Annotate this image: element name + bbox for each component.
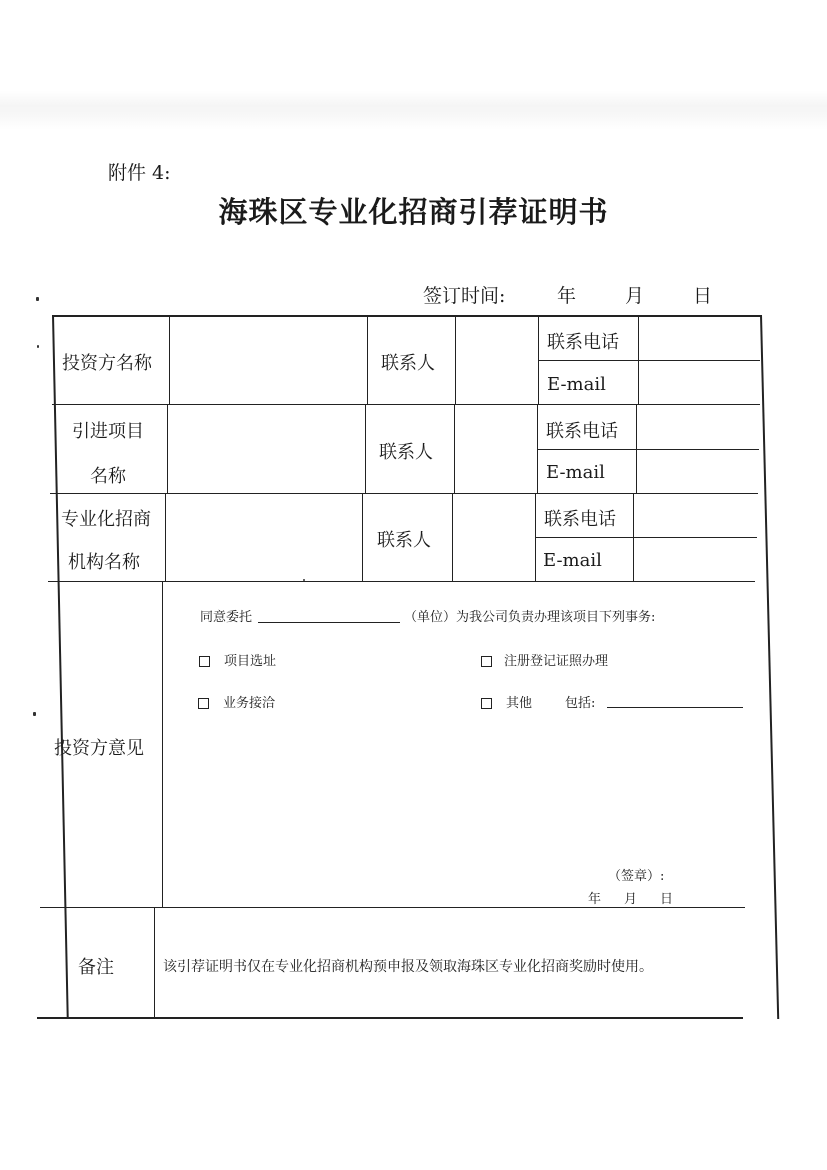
investor-contact-field[interactable] [456,316,537,404]
sign-time-month: 月 [625,285,645,307]
option-business-contact-label: 业务接洽 [223,696,276,711]
option-site-selection-label: 项目选址 [224,654,277,669]
remarks-label: 备注 [78,957,114,978]
option-site-selection[interactable] [199,650,276,669]
investor-email-field[interactable] [639,361,759,403]
agency-phone-field[interactable] [634,494,754,536]
remarks-text: 该引荐证明书仅在专业化招商机构预申报及领取海珠区专业化招商奖励时使用。 [163,959,653,975]
checkbox-icon[interactable] [481,656,492,667]
col-line-4-r3 [535,493,536,582]
checkbox-icon[interactable] [198,698,209,709]
agency-contact-label: 联系人 [377,530,431,551]
project-phone-field[interactable] [637,405,757,448]
project-phone-label: 联系电话 [546,421,618,442]
project-email-field[interactable] [637,450,757,492]
delegate-prefix: 同意委托 [200,610,253,625]
agency-phone-label: 联系电话 [544,509,616,530]
col-line-2-r2 [365,404,366,494]
project-name-label-line2: 名称 [90,466,126,487]
opinion-year: 年 [588,892,602,907]
row-divider-3 [48,581,755,582]
other-include-blank[interactable] [607,707,743,708]
row-divider-4 [40,907,745,908]
scan-speck [303,579,305,581]
agency-name-label-line2: 机构名称 [68,552,140,573]
table-left-border [52,315,69,1019]
sign-time-year: 年 [557,285,577,307]
investor-name-field[interactable] [170,316,366,404]
delegate-unit-blank[interactable] [258,622,400,623]
scan-speck [33,712,36,716]
option-other[interactable] [481,692,532,711]
scan-shadow [0,90,827,130]
project-name-field[interactable] [168,405,364,493]
col-line-2-r1 [367,315,368,405]
sign-time-day: 日 [693,285,713,307]
table-bottom-border [37,1017,743,1019]
scan-speck [37,345,39,348]
investor-email-label: E-mail [547,374,606,395]
option-registration-label: 注册登记证照办理 [504,654,609,669]
other-include-label: 包括: [565,696,596,711]
agency-email-label: E-mail [543,550,602,571]
investor-name-label: 投资方名称 [62,353,152,374]
investor-phone-field[interactable] [639,316,759,359]
investor-phone-label: 联系电话 [547,332,619,353]
col-line-label-remarks [154,907,155,1018]
opinion-month: 月 [624,892,638,907]
scan-speck [36,297,39,301]
agency-contact-field[interactable] [453,494,534,581]
col-line-label-opinion [162,581,163,908]
project-email-label: E-mail [546,462,605,483]
agency-name-label-line1: 专业化招商 [61,509,151,530]
investor-contact-label: 联系人 [381,353,435,374]
option-registration[interactable] [481,650,608,669]
opinion-label: 投资方意见 [54,738,144,759]
project-contact-field[interactable] [455,405,536,493]
col-line-4-r1 [538,315,539,405]
project-contact-label: 联系人 [379,442,433,463]
seal-label: （签章）: [608,869,665,884]
document-title: 海珠区专业化招商引荐证明书 [218,195,609,229]
agency-name-field[interactable] [166,494,361,581]
project-name-label-line1: 引进项目 [72,421,144,442]
delegate-suffix: （单位）为我公司负责办理该项目下列事务: [404,610,656,625]
option-other-label: 其他 [506,696,533,711]
col-line-2-r3 [362,493,363,582]
option-business-contact[interactable] [198,692,275,711]
col-line-4-r2 [537,404,538,494]
opinion-day: 日 [660,892,674,907]
checkbox-icon[interactable] [481,698,492,709]
table-right-border [760,315,779,1019]
attachment-label: 附件 4: [108,162,171,184]
agency-email-field[interactable] [634,538,754,580]
checkbox-icon[interactable] [199,656,210,667]
sign-time-label: 签订时间: [423,285,506,307]
